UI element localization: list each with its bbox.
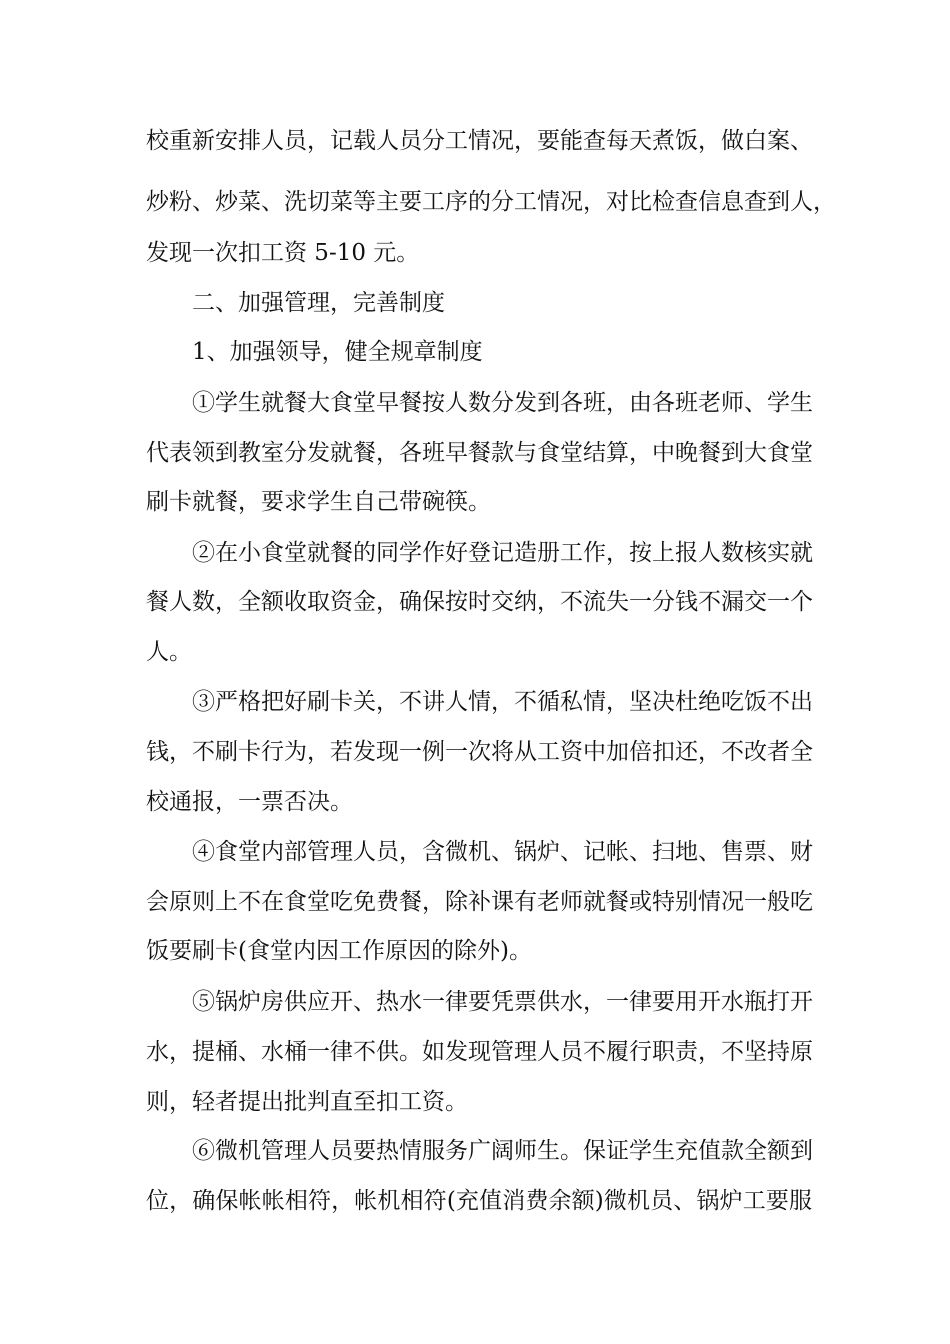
text-line: ②在小食堂就餐的同学作好登记造册工作，按上报人数核实就 [192, 540, 813, 566]
text-line: 位，确保帐帐相符，帐机相符(充值消费余额)微机员、锅炉工要服 [146, 1188, 812, 1214]
text-line: 人。 [146, 639, 192, 665]
text-line: 校重新安排人员，记载人员分工情况，要能查每天煮饭，做白案、 [146, 128, 813, 154]
text-line: 餐人数，全额收取资金，确保按时交纳，不流失一分钱不漏交一个 [146, 589, 813, 615]
text-line: 刷卡就餐，要求学生自己带碗筷。 [146, 489, 491, 515]
text-line: 代表领到教室分发就餐，各班早餐款与食堂结算，中晚餐到大食堂 [146, 440, 813, 466]
text-line: 水，提桶、水桶一律不供。如发现管理人员不履行职责，不坚持原 [146, 1039, 813, 1065]
text-line: 校通报，一票否决。 [146, 789, 353, 815]
text-line: 炒粉、炒菜、洗切菜等主要工序的分工情况，对比检查信息查到人， [146, 189, 836, 215]
text-line: ①学生就餐大食堂早餐按人数分发到各班，由各班老师、学生 [192, 390, 813, 416]
text-line: ③严格把好刷卡关，不讲人情，不循私情，坚决杜绝吃饭不出 [192, 689, 813, 715]
text-line: ④食堂内部管理人员，含微机、锅炉、记帐、扫地、售票、财 [192, 839, 813, 865]
text-line: 饭要刷卡(食堂内因工作原因的除外)。 [146, 938, 532, 964]
text-line: ⑥微机管理人员要热情服务广阔师生。保证学生充值款全额到 [192, 1138, 813, 1164]
text-line: 钱，不刷卡行为，若发现一例一次将从工资中加倍扣还，不改者全 [146, 739, 813, 765]
section-heading: 二、加强管理，完善制度 [192, 290, 445, 316]
subsection-heading: 1、加强领导，健全规章制度 [192, 339, 483, 365]
text-line: ⑤锅炉房供应开、热水一律要凭票供水，一律要用开水瓶打开 [192, 989, 813, 1015]
text-line: 发现一次扣工资 5-10 元。 [146, 240, 420, 266]
text-line: 会原则上不在食堂吃免费餐，除补课有老师就餐或特别情况一般吃 [146, 889, 813, 915]
text-line: 则，轻者提出批判直至扣工资。 [146, 1089, 468, 1115]
